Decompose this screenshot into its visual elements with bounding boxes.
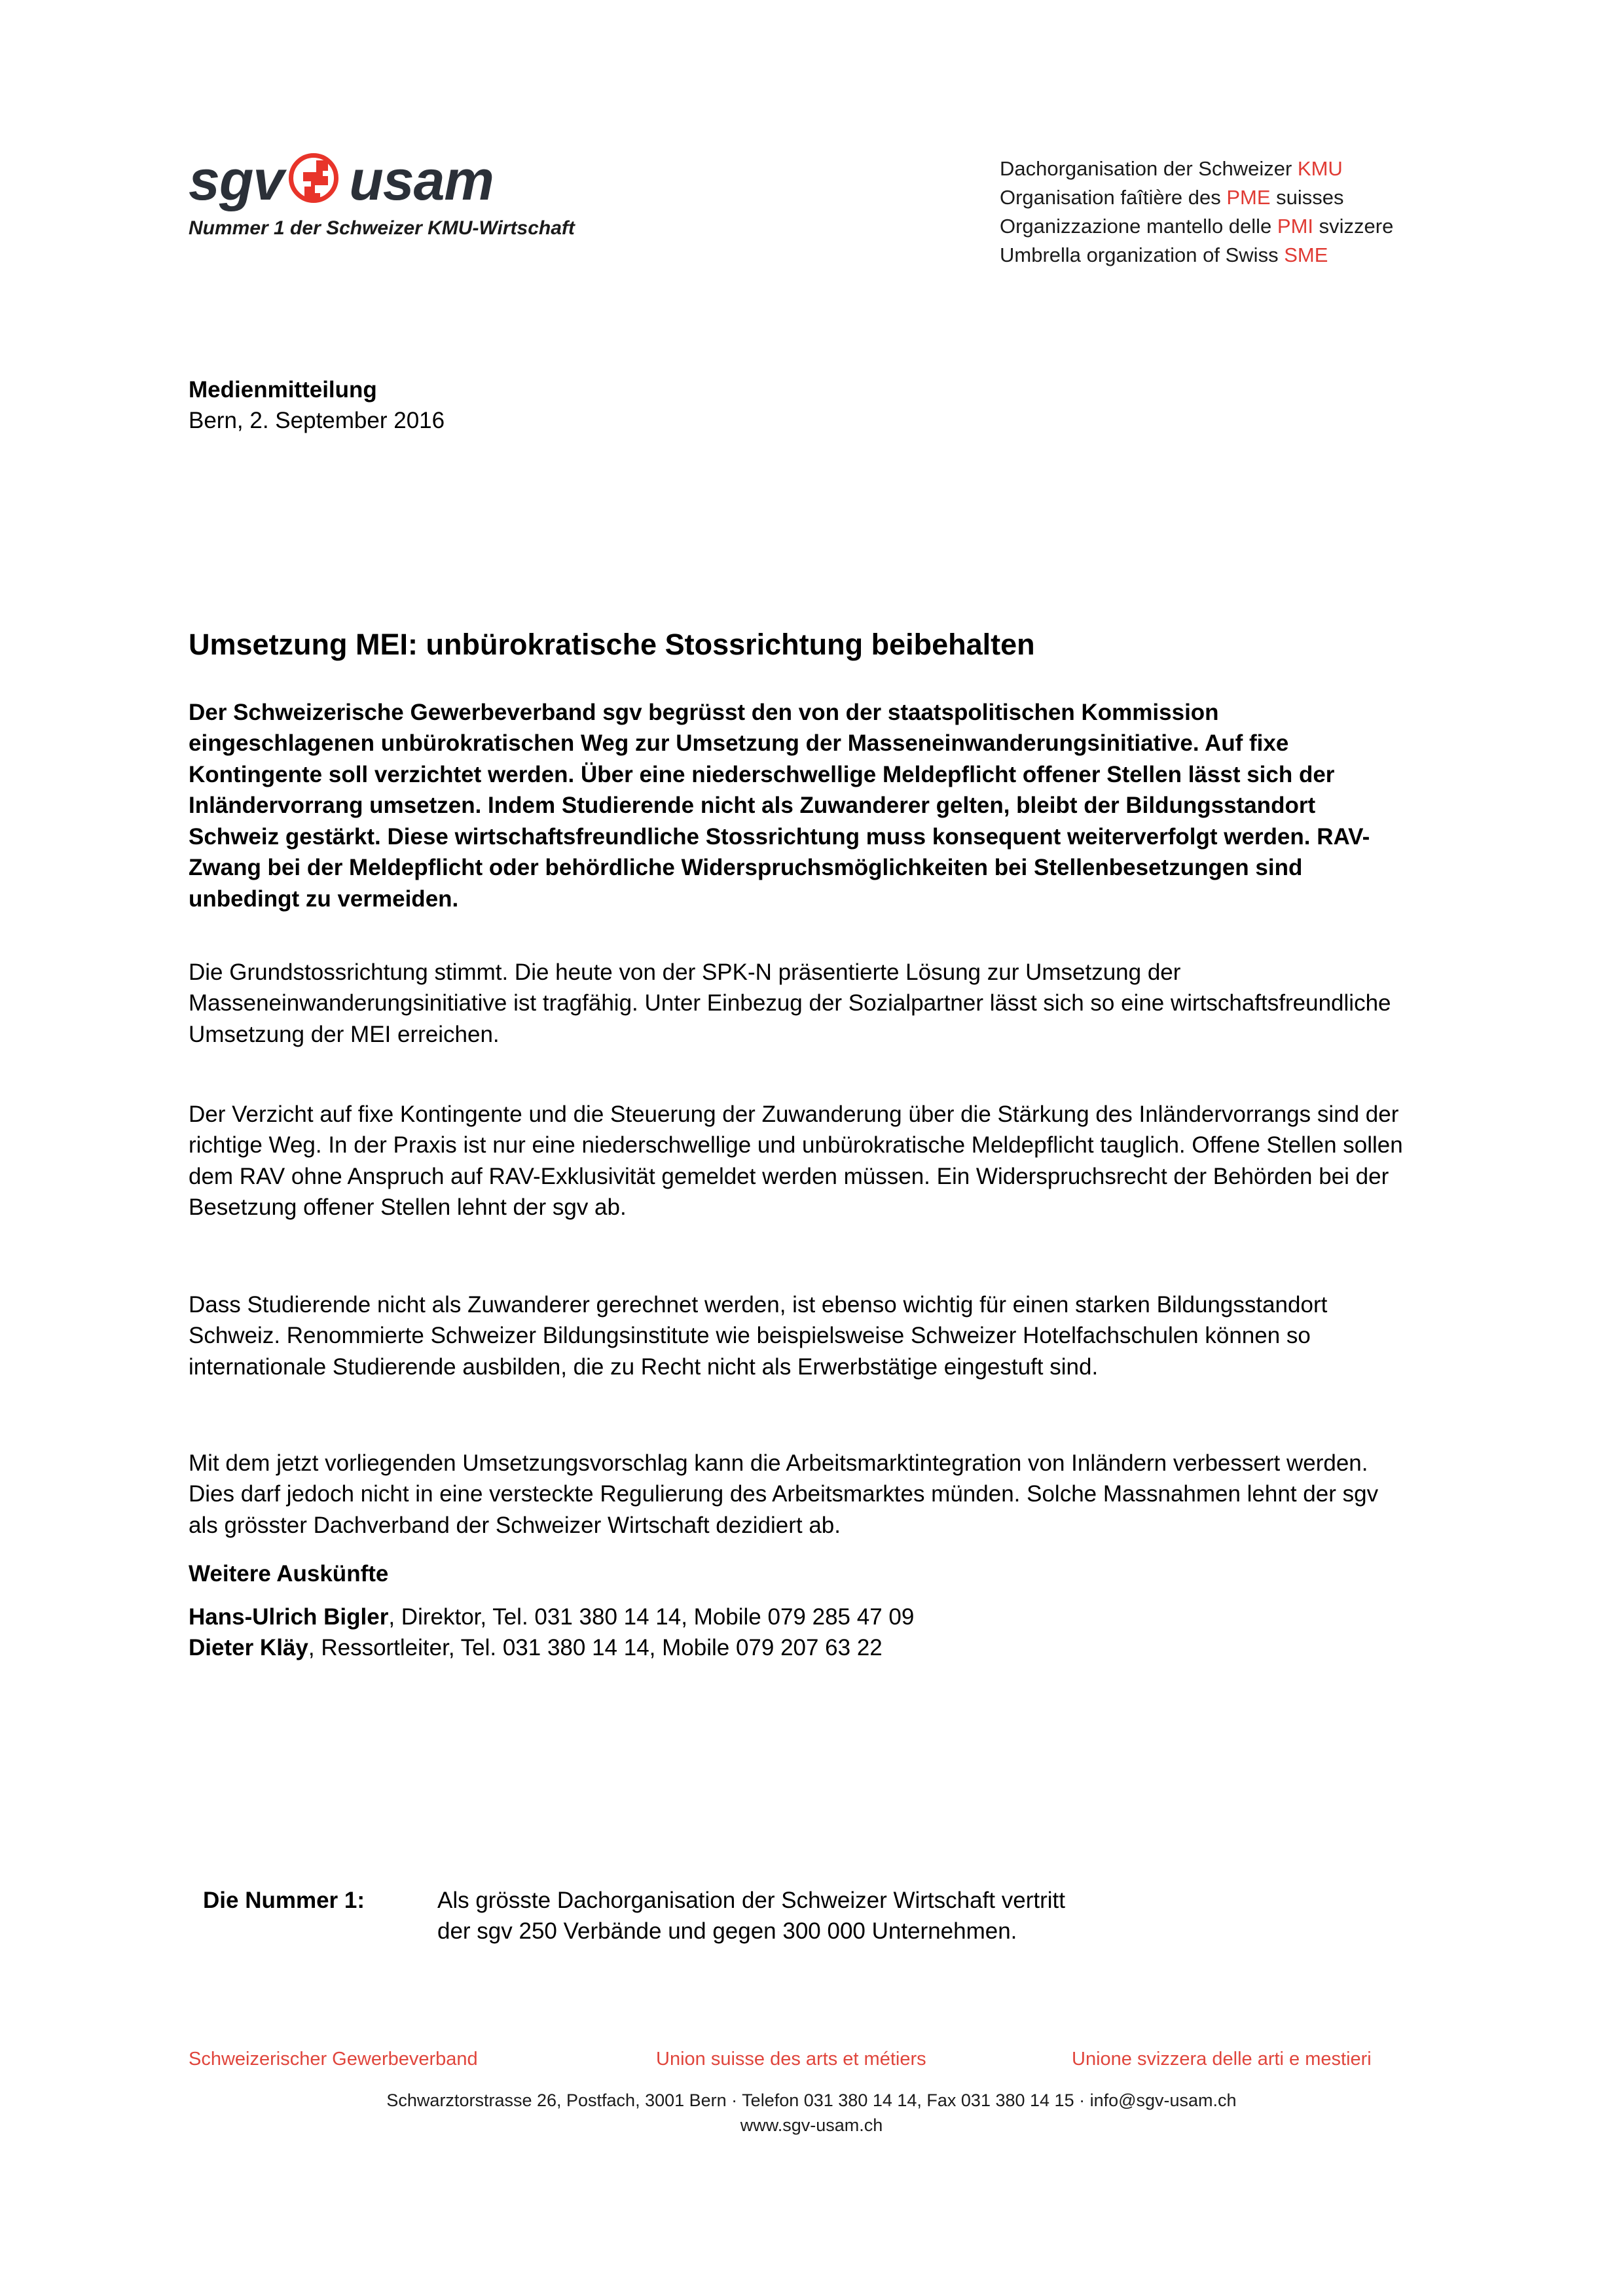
logo-text-sgv: sgv bbox=[189, 149, 284, 212]
page-title: Umsetzung MEI: unbürokratische Stossrichtung beibehalten bbox=[189, 628, 1035, 662]
nummer-eins-text bbox=[437, 1885, 1381, 1947]
nummer-eins-block bbox=[203, 1885, 1381, 1947]
contact-item bbox=[189, 1632, 1302, 1663]
org-accent-kmu: KMU bbox=[1297, 157, 1343, 180]
footer-org-de: Schweizerischer Gewerbeverband bbox=[189, 2049, 478, 2070]
footer-organisation-names bbox=[0, 2049, 1623, 2084]
contact-name: Hans-Ulrich Bigler bbox=[189, 1604, 389, 1630]
footer-org-it: Unione svizzera delle arti e mestieri bbox=[1072, 2049, 1372, 2070]
contacts-heading: Weitere Auskünfte bbox=[189, 1561, 389, 1587]
release-dateline: Bern, 2. September 2016 bbox=[189, 408, 445, 433]
logo-tagline: Nummer 1 der Schweizer KMU-Wirtschaft bbox=[189, 217, 575, 239]
organisation-languages-block bbox=[1000, 154, 1393, 270]
contact-details: , Direktor, Tel. 031 380 14 14, Mobile 079 285 47 09 bbox=[388, 1604, 915, 1630]
org-accent-sme: SME bbox=[1284, 243, 1328, 267]
org-line-en: Umbrella organization of Swiss SME bbox=[1000, 243, 1328, 267]
body-paragraph-3: Dass Studierende nicht als Zuwanderer gerechnet werden, ist ebenso wichtig für einen starken Bildungsstandort Schweiz. Renommierte Schweizer Bildungsinstitute wie beispielsweise Schweizer Hotelfachschulen können so internationale Studierende ausbilden, die zu Recht nicht als Erwerbstätige eingestuft sind. bbox=[189, 1292, 1328, 1380]
document-footer bbox=[0, 2049, 1623, 2138]
logo-wordmark bbox=[189, 149, 568, 212]
logo-text-usam: usam bbox=[349, 149, 494, 212]
org-accent-pme: PME bbox=[1226, 186, 1271, 209]
contact-details: , Ressortleiter, Tel. 031 380 14 14, Mobile 079 207 63 22 bbox=[308, 1635, 883, 1661]
body-paragraph-4: Mit dem jetzt vorliegenden Umsetzungsvorschlag kann die Arbeitsmarktintegration von Inländern verbessert werden. Dies darf jedoch nicht in eine versteckte Regulierung des Arbeitsmarktes münden. Solche Massnahmen lehnt der sgv als grösster Dachverband der Schweizer Wirtschaft dezidiert ab. bbox=[189, 1450, 1379, 1538]
release-type-label: Medienmitteilung bbox=[189, 377, 377, 403]
org-accent-pmi: PMI bbox=[1277, 215, 1314, 238]
footer-org-fr: Union suisse des arts et métiers bbox=[656, 2049, 926, 2070]
nummer-eins-text-line: Als grösste Dachorganisation der Schweizer Wirtschaft vertritt bbox=[437, 1888, 1065, 1913]
body-paragraph-2: Der Verzicht auf fixe Kontingente und die Steuerung der Zuwanderung über die Stärkung des Inländervorrangs sind der richtige Weg. In der Praxis ist nur eine niederschwellige und unbürokratische Meldepflicht tauglich. Offene Stellen sollen dem RAV ohne Anspruch auf RAV-Exklusivität gemeldet werden müssen. Ein Widerspruchsrecht der Behörden bei der Besetzung offener Stellen lehnt der sgv ab. bbox=[189, 1102, 1403, 1221]
footer-address-block bbox=[0, 2088, 1623, 2138]
swiss-cross-lightning-circle-icon bbox=[285, 149, 348, 212]
contacts-list bbox=[189, 1602, 1302, 1664]
footer-website: www.sgv-usam.ch bbox=[740, 2115, 883, 2136]
lead-paragraph: Der Schweizerische Gewerbeverband sgv begrüsst den von der staatspolitischen Kommission eingeschlagenen unbürokratischen Weg zur Umsetzung der Masseneinwanderungsinitiative. Auf fixe Kontingente soll verzichtet werden. Über eine niederschwellige Meldepflicht offener Stellen lässt sich der Inländervorrang umsetzen. Indem Studierende nicht als Zuwanderer gelten, bleibt der Bildungsstandort Schweiz gestärkt. Diese wirtschaftsfreundliche Stossrichtung muss konsequent weiterverfolgt werden. RAV-Zwang bei der Meldepflicht oder behördliche Widerspruchsmöglichkeiten bei Stellenbesetzungen sind unbedingt zu vermeiden. bbox=[189, 700, 1370, 912]
org-line-fr: Organisation faîtière des PME suisses bbox=[1000, 186, 1344, 209]
footer-address-line: Schwarztorstrasse 26, Postfach, 3001 Bern · Telefon 031 380 14 14, Fax 031 380 14 15 · info@sgv-usam.ch bbox=[386, 2090, 1237, 2110]
body-paragraph-1: Die Grundstossrichtung stimmt. Die heute von der SPK-N präsentierte Lösung zur Umsetzung der Masseneinwanderungsinitiative ist tragfähig. Unter Einbezug der Sozialpartner lässt sich so eine wirtschaftsfreundliche Umsetzung der MEI erreichen. bbox=[189, 960, 1391, 1047]
contact-item bbox=[189, 1602, 1302, 1632]
sgv-usam-logo bbox=[189, 149, 575, 240]
nummer-eins-label: Die Nummer 1: bbox=[203, 1888, 365, 1913]
org-line-de: Dachorganisation der Schweizer KMU bbox=[1000, 157, 1343, 180]
org-line-it: Organizzazione mantello delle PMI svizzere bbox=[1000, 215, 1394, 238]
nummer-eins-text-line: der sgv 250 Verbände und gegen 300 000 Unternehmen. bbox=[437, 1918, 1017, 1945]
contact-name: Dieter Kläy bbox=[189, 1635, 308, 1661]
document-header bbox=[0, 0, 1623, 281]
